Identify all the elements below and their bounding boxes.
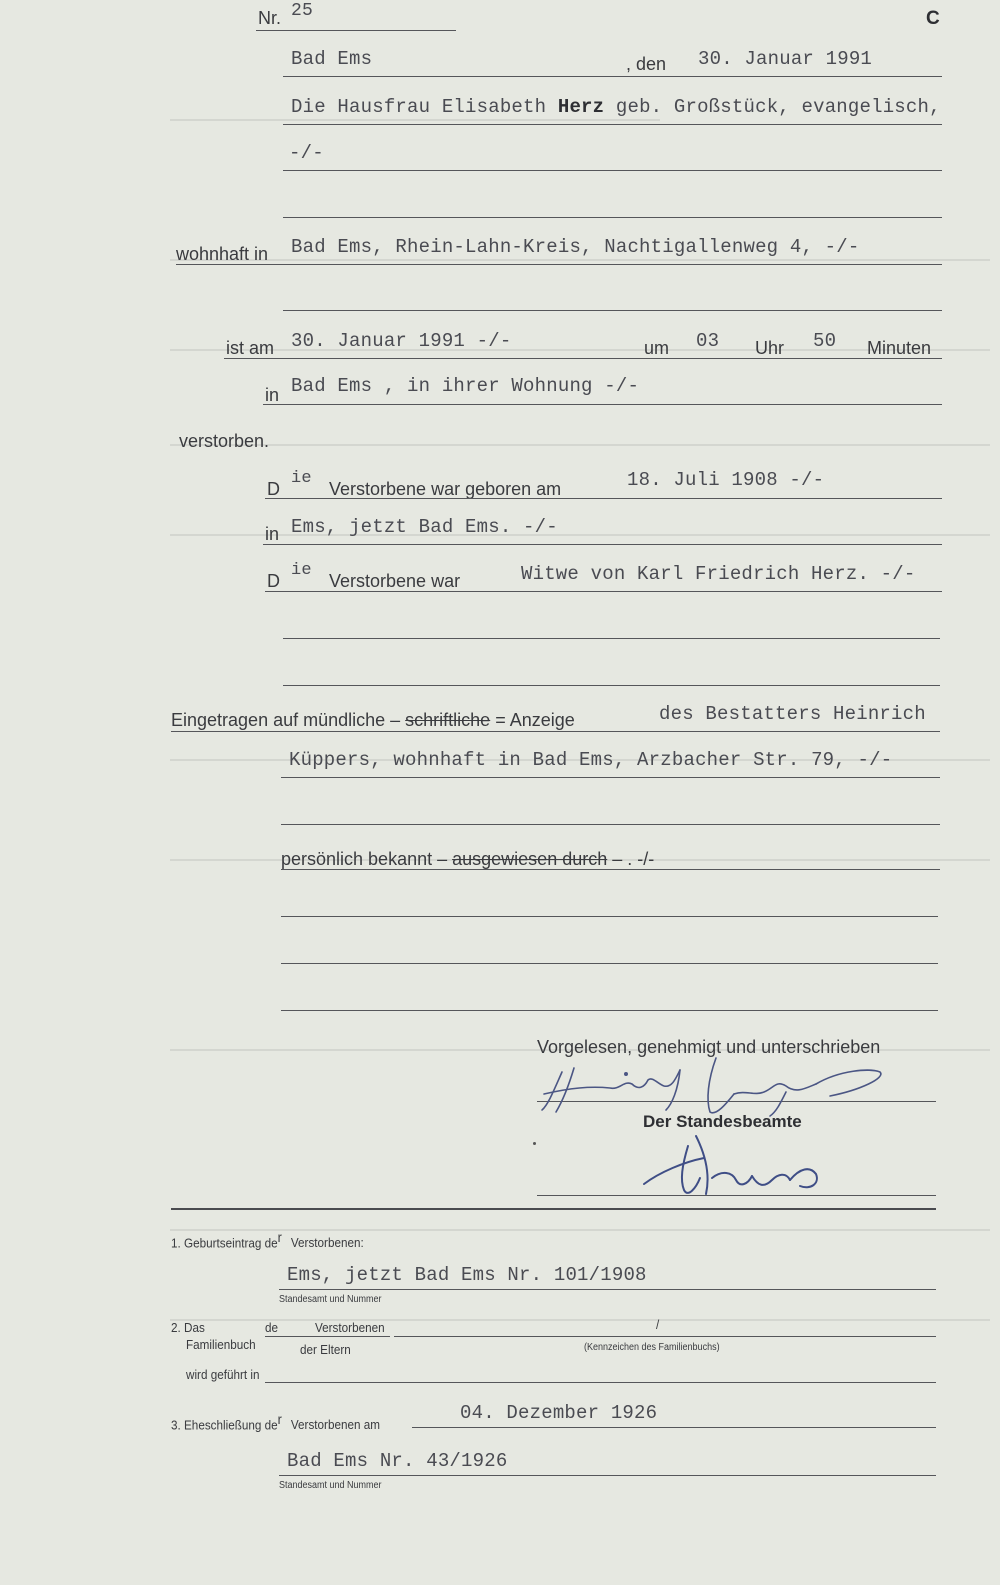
known-line	[281, 869, 940, 870]
note3-standesamt-label: Standesamt und Nummer	[279, 1480, 382, 1491]
blank-line-2	[281, 963, 938, 964]
death-minutes: 50	[813, 330, 837, 352]
known-label	[281, 849, 654, 870]
note3-label	[171, 1411, 380, 1432]
deceased-line-rule-3	[283, 217, 942, 218]
deceased-line-post: geb. Großstück, evangelisch,	[604, 96, 941, 118]
note2-verstorbenen: Verstorbenen	[315, 1320, 385, 1335]
note2-line-bottom	[265, 1382, 936, 1383]
uhr-label: Uhr	[755, 338, 785, 358]
deceased-line-rule-2	[283, 170, 942, 171]
reporter-line-1: des Bestatters Heinrich	[659, 703, 926, 725]
known-post: – . -/-	[607, 849, 655, 869]
note2-line-right	[394, 1336, 936, 1337]
status-label-ie: ie	[291, 561, 312, 580]
birth-in-label: in	[265, 524, 280, 544]
den-label: , den	[626, 54, 667, 74]
wohnhaft-label: wohnhaft in	[176, 244, 269, 264]
note3-label-post: Verstorbenen am	[290, 1417, 380, 1433]
registrar-label: Der Standesbeamte	[643, 1112, 802, 1131]
death-place: Bad Ems , in ihrer Wohnung -/-	[291, 375, 640, 397]
note2-eltern: der Eltern	[300, 1342, 351, 1357]
note2-line-left	[265, 1336, 390, 1337]
marriage-date: 04. Dezember 1926	[460, 1402, 658, 1424]
report-line-rule-3	[281, 824, 940, 825]
birth-date-line	[265, 498, 942, 499]
residence-line-2	[283, 310, 942, 311]
note1-label	[171, 1229, 364, 1250]
note1-label-sup: r	[277, 1229, 282, 1245]
note1-label-post: Verstorbenen:	[290, 1235, 364, 1251]
blank-line-3	[281, 1010, 938, 1011]
place-date-line	[283, 76, 942, 77]
report-label-post: = Anzeige	[490, 710, 575, 730]
note1-standesamt-label: Standesamt und Nummer	[279, 1294, 382, 1305]
note2-kennzeichen: (Kennzeichen des Familienbuchs)	[584, 1342, 720, 1353]
report-label-struck: schriftliche	[405, 710, 491, 730]
reporter-line-2: Küppers, wohnhaft in Bad Ems, Arzbacher Str. 79, -/-	[289, 749, 893, 771]
birth-place: Ems, jetzt Bad Ems. -/-	[291, 516, 558, 538]
death-date: 30. Januar 1991 -/-	[291, 330, 512, 352]
marital-status: Witwe von Karl Friedrich Herz. -/-	[521, 563, 916, 585]
registrar-dot	[533, 1142, 536, 1145]
residence-line	[176, 264, 942, 265]
verstorben-label: verstorben.	[179, 431, 270, 451]
note2-familienbuch: Familienbuch	[186, 1337, 256, 1352]
death-date-line	[224, 358, 942, 359]
known-struck: ausgewiesen durch	[452, 849, 608, 869]
registrar-signature	[640, 1128, 830, 1208]
deceased-line	[291, 96, 941, 118]
form-letter: C	[926, 8, 940, 29]
known-pre: persönlich bekannt –	[281, 849, 453, 869]
status-label-rest: Verstorbene war	[329, 571, 461, 591]
status-label-d: D	[267, 571, 280, 591]
deceased-line-pre: Die Hausfrau Elisabeth	[291, 96, 558, 118]
status-line	[265, 591, 942, 592]
blank-line-1	[281, 916, 938, 917]
nr-label: Nr.	[258, 8, 282, 28]
birth-register-entry: Ems, jetzt Bad Ems Nr. 101/1908	[287, 1264, 647, 1286]
um-label: um	[644, 338, 670, 358]
birth-label-ie: ie	[291, 469, 312, 488]
registry-date: 30. Januar 1991	[698, 48, 873, 70]
status-line-2	[283, 638, 940, 639]
report-label-pre: Eingetragen auf mündliche –	[171, 710, 406, 730]
birth-label-rest: Verstorbene war geboren am	[329, 479, 562, 499]
birth-date: 18. Juli 1908 -/-	[627, 469, 825, 491]
registry-place: Bad Ems	[291, 48, 373, 70]
reporter-signature	[540, 1050, 890, 1118]
deceased-surname: Herz	[557, 96, 605, 118]
note2-slash: /	[656, 1317, 660, 1332]
notes-divider	[171, 1208, 936, 1210]
report-label	[171, 710, 575, 731]
marriage-register-entry: Bad Ems Nr. 43/1926	[287, 1450, 508, 1472]
residence: Bad Ems, Rhein-Lahn-Kreis, Nachtigallenweg 4, -/-	[291, 236, 860, 258]
note2-gefuehrt: wird geführt in	[186, 1367, 260, 1382]
note1-label-pre: 1. Geburtseintrag de	[171, 1235, 278, 1251]
report-line-rule-1	[171, 731, 940, 732]
read-approved-label: Vorgelesen, genehmigt und unterschrieben	[537, 1037, 881, 1057]
note3-line	[412, 1427, 936, 1428]
death-in-label: in	[265, 385, 280, 405]
nr-underline	[256, 30, 456, 31]
birth-label-d: D	[267, 479, 280, 499]
ist-am-label: ist am	[226, 338, 275, 358]
entry-number: 25	[291, 1, 314, 21]
note2-das: 2. Das	[171, 1320, 205, 1335]
death-place-line	[263, 404, 942, 405]
report-line-rule-2	[281, 777, 940, 778]
status-line-3	[283, 685, 940, 686]
note3-label-pre: 3. Eheschließung de	[171, 1417, 278, 1433]
deceased-line-2: -/-	[289, 142, 324, 164]
note3-line-2	[279, 1475, 936, 1476]
minuten-label: Minuten	[867, 338, 932, 358]
deceased-line-rule-1	[283, 124, 942, 125]
birth-place-line	[263, 544, 942, 545]
note1-line	[279, 1289, 936, 1290]
note2-de: de	[265, 1320, 279, 1335]
death-hour: 03	[696, 330, 720, 352]
note3-label-sup: r	[277, 1411, 282, 1427]
